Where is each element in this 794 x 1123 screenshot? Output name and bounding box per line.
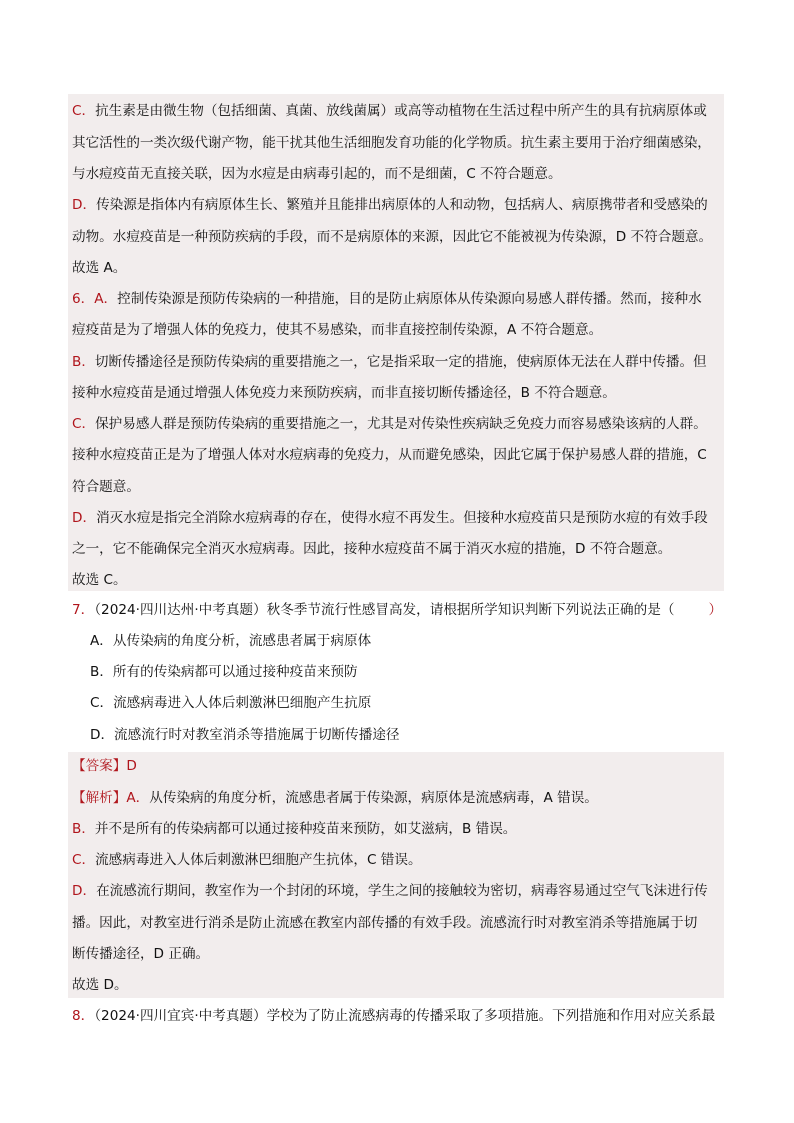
q8-stem: 8．（2024·四川宜宾·中考真题）学校为了防止流感病毒的传播采取了多项措施。下列措施和作用对应关系最	[72, 1008, 716, 1024]
q7-analysis-a: 【解析】A．从传染病的角度分析，流感患者属于传染源，病原体是流感病毒，A 错误。	[72, 790, 598, 806]
option-marker: C．	[72, 103, 96, 119]
q5-option-c-line-3: 与水痘疫苗无直接关联，因为水痘是由病毒引起的，而不是细菌，C 不符合题意。	[72, 166, 562, 182]
q7-analysis-c: C．流感病毒进入人体后刺激淋巴细胞产生抗体，C 错误。	[72, 852, 422, 868]
q6-option-c-line-3: 符合题意。	[72, 479, 140, 495]
q5-option-c-line-1: C．抗生素是由微生物（包括细菌、真菌、放线菌属）或高等动植物在生活过程中所产生的具有抗病原体或	[72, 103, 707, 119]
option-marker: D．	[72, 883, 97, 899]
answer-bracket-close: ）	[708, 602, 723, 618]
option-marker: A．	[126, 790, 150, 806]
q6-option-a-line-1: 6．A．控制传染源是预防传染病的一种措施，目的是防止病原体从传染源向易感人群传播。然而，接种水	[72, 291, 702, 307]
q7-analysis-d-line-3: 断传播途径，D 正确。	[72, 946, 210, 962]
q6-option-b-line-1: B．切断传播途径是预防传染病的重要措施之一，它是指采取一定的措施，使病原体无法在人群中传播。但	[72, 354, 707, 370]
q7-option-d: D．流感流行时对教室消杀等措施属于切断传播途径	[90, 727, 400, 743]
answer-label: 【答案】	[72, 758, 127, 774]
q7-stem: 7．（2024·四川达州·中考真题）秋冬季节流行性感冒高发，请根据所学知识判断下列说法正确的是（ ）	[72, 602, 723, 618]
q6-option-b-line-2: 接种水痘疫苗是通过增强人体免疫力来预防疾病，而非直接切断传播途径，B 不符合题意。	[72, 385, 616, 401]
q7-analysis-d-line-2: 播。因此，对教室进行消杀是防止流感在教室内部传播的有效手段。流感流行时对教室消杀等措施属于切	[72, 915, 698, 931]
q7-answer	[72, 756, 726, 776]
q5-option-d-line-1: D．传染源是指体内有病原体生长、繁殖并且能排出病原体的人和动物，包括病人、病原携带者和受感染的	[72, 197, 708, 213]
q7-conclusion: 故选 D。	[72, 977, 128, 993]
q7-option-a: A．从传染病的角度分析，流感患者属于病原体	[90, 633, 372, 649]
option-marker: B．	[72, 821, 95, 837]
q6-conclusion: 故选 C。	[72, 572, 127, 588]
q7-analysis-b: B．并不是所有的传染病都可以通过接种疫苗来预防，如艾滋病，B 错误。	[72, 821, 517, 837]
q6-option-c-line-2: 接种水痘疫苗正是为了增强人体对水痘病毒的免疫力，从而避免感染，因此它属于保护易感人群的措施，C	[72, 447, 707, 463]
q6-option-d-line-1: D．消灭水痘是指完全消除水痘病毒的存在，使得水痘不再发生。但接种水痘疫苗只是预防水痘的有效手段	[72, 510, 708, 526]
answer-value: D	[126, 758, 137, 774]
question-number: 8．	[72, 1008, 95, 1024]
option-marker: 6．A．	[72, 291, 118, 307]
question-number: 7．	[72, 602, 95, 618]
q6-option-a-line-2: 痘疫苗是为了增强人体的免疫力，使其不易感染，而非直接控制传染源，A 不符合题意。	[72, 322, 603, 338]
option-marker: D．	[72, 510, 97, 526]
q7-option-b: B．所有的传染病都可以通过接种疫苗来预防	[90, 664, 358, 680]
q7-option-c: C．流感病毒进入人体后刺激淋巴细胞产生抗原	[90, 695, 372, 711]
analysis-label: 【解析】	[72, 790, 127, 806]
option-marker: B．	[72, 354, 95, 370]
q7-analysis-d-line-1: D．在流感流行期间，教室作为一个封闭的环境，学生之间的接触较为密切，病毒容易通过空气飞沫进行传	[72, 883, 708, 899]
q5-option-c-line-2: 其它活性的一类次级代谢产物，能干扰其他生活细胞发育功能的化学物质。抗生素主要用于治疗细菌感染，	[72, 135, 711, 151]
question-source: （2024·四川宜宾·中考真题）	[94, 1008, 267, 1024]
option-marker: C．	[72, 416, 96, 432]
question-source: （2024·四川达州·中考真题）	[94, 602, 267, 618]
q6-option-c-line-1: C．保护易感人群是预防传染病的重要措施之一，尤其是对传染性疾病缺乏免疫力而容易感染该病的人群。	[72, 416, 707, 432]
q5-option-d-line-2: 动物。水痘疫苗是一种预防疾病的手段，而不是病原体的来源，因此它不能被视为传染源，D 不符合题意。	[72, 229, 713, 245]
q6-option-d-line-2: 之一，它不能确保完全消灭水痘病毒。因此，接种水痘疫苗不属于消灭水痘的措施，D 不符合题意。	[72, 541, 672, 557]
option-marker: D．	[72, 197, 97, 213]
q5-conclusion: 故选 A。	[72, 260, 127, 276]
option-marker: C．	[72, 852, 96, 868]
